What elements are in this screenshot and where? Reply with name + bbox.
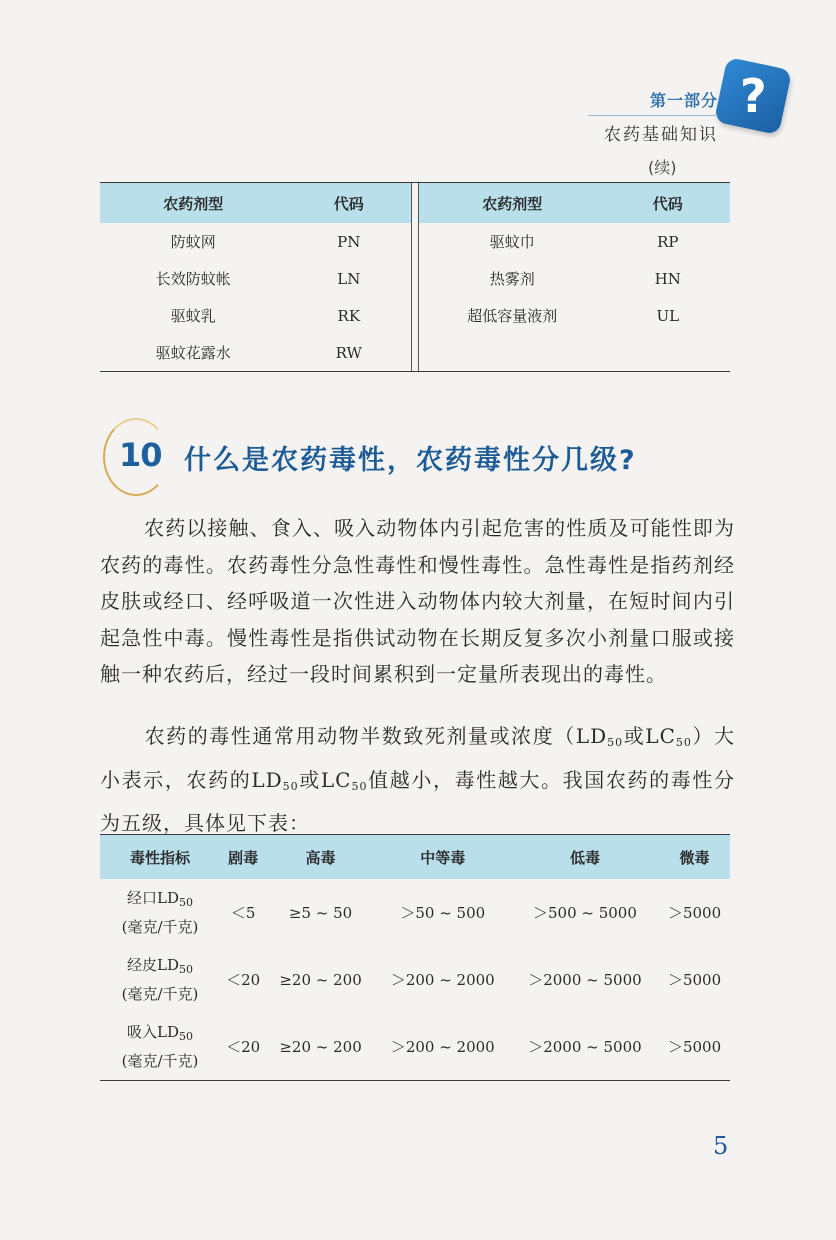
subscript: 50	[179, 963, 193, 976]
paragraph-definition	[100, 510, 735, 693]
formulation-name: 驱蚊巾	[489, 233, 535, 251]
value-cell: ＜20	[226, 1037, 261, 1056]
subscript: 50	[351, 779, 368, 793]
value-cell: ＞5000	[667, 1037, 722, 1056]
table-row	[100, 223, 411, 260]
text-run: ）大小表示，农药的LD	[100, 724, 736, 792]
formulation-name: 长效防蚊帐	[155, 270, 231, 288]
indicator-cell	[100, 946, 220, 1013]
table-row	[100, 1013, 730, 1081]
header-cell: 低毒	[511, 835, 659, 880]
page-number: 5	[713, 1132, 729, 1160]
indicator-cell	[100, 1013, 220, 1081]
value-cell: ＞5000	[667, 903, 722, 922]
chapter-subtitle: 农药基础知识	[604, 125, 718, 145]
subscript: 50	[282, 779, 299, 793]
formulation-name: 驱蚊花露水	[155, 344, 231, 362]
toxicity-table	[100, 834, 730, 1081]
table-header	[100, 183, 411, 223]
subscript: 50	[675, 736, 692, 749]
text-run: 或LC	[298, 767, 352, 792]
table-row	[100, 946, 730, 1013]
formulation-code: LN	[337, 269, 361, 288]
text-run: 或LC	[623, 724, 676, 748]
value-cell: ＞200 ~ 2000	[390, 970, 495, 989]
formulation-table	[100, 182, 730, 372]
table-row	[419, 297, 730, 334]
table-row	[100, 334, 411, 371]
continued-label: (续)	[648, 158, 677, 177]
value-cell: ＞2000 ~ 5000	[528, 1037, 642, 1056]
subscript: 50	[607, 736, 624, 749]
chapter-header	[588, 88, 718, 145]
unit-label: (毫克/千克)	[121, 985, 199, 1003]
section-title: 什么是农药毒性，农药毒性分几级?	[184, 445, 637, 476]
formulation-name: 驱蚊乳	[170, 307, 216, 325]
text-run: 农药的毒性通常用动物半数致死剂量或浓度（LD	[144, 724, 608, 748]
table-row	[100, 879, 730, 946]
table-row	[100, 297, 411, 334]
formulation-table-left	[100, 183, 411, 371]
value-cell: ＞500 ~ 5000	[532, 903, 637, 922]
value-cell: ＞2000 ~ 5000	[528, 970, 642, 989]
formulation-name: 热雾剂	[489, 270, 535, 288]
formulation-name: 防蚊网	[170, 233, 216, 251]
paragraph-text: 农药以接触、食入、吸入动物体内引起危害的性质及可能性即为农药的毒性。农药毒性分急性毒性和慢性毒性。急性毒性是指药剂经皮肤或经口、经呼吸道一次性进入动物体内较大剂量，在短时间内引起急性中毒。慢性毒性是指供试动物在长期反复多次小剂量口服或接触一种农药后，经过一段时间累积到一定量所表现出的毒性。	[100, 516, 735, 686]
header-cell: 农药剂型	[482, 194, 543, 213]
value-cell: ＜5	[230, 903, 256, 922]
table-double-divider	[411, 183, 419, 371]
text-run: 值越小，毒性越大。我国农药的毒性分为五级，具体见下表：	[100, 767, 735, 835]
header-cell: 高毒	[266, 835, 374, 880]
value-cell: ≥20 ~ 200	[279, 970, 362, 989]
formulation-code: RW	[335, 343, 362, 362]
value-cell: ＞5000	[667, 970, 722, 989]
value-cell: ≥5 ~ 50	[288, 903, 353, 922]
table-row	[419, 223, 730, 260]
header-cell: 农药剂型	[163, 194, 224, 213]
header-cell: 微毒	[659, 835, 730, 880]
section-number-badge	[103, 418, 169, 496]
header-cell: 中等毒	[375, 835, 511, 880]
formulation-code: UL	[656, 306, 680, 325]
value-cell: ≥20 ~ 200	[279, 1037, 362, 1056]
indicator-cell	[100, 879, 220, 946]
value-cell: ＜20	[226, 970, 261, 989]
indicator-label: 经皮LD	[127, 956, 179, 974]
unit-label: (毫克/千克)	[121, 1052, 199, 1070]
formulation-code: RK	[337, 306, 361, 325]
formulation-code: RP	[657, 232, 679, 251]
value-cell: ＞50 ~ 500	[400, 903, 486, 922]
header-cell: 代码	[333, 194, 364, 213]
header-cell: 代码	[652, 194, 683, 213]
part-label: 第一部分	[649, 91, 718, 110]
table-header	[100, 835, 730, 880]
subscript: 50	[179, 896, 193, 909]
indicator-label: 吸入LD	[127, 1023, 179, 1041]
header-cell: 毒性指标	[100, 835, 220, 880]
subscript: 50	[179, 1030, 193, 1043]
formulation-table-right	[419, 183, 730, 371]
unit-label: (毫克/千克)	[121, 918, 199, 936]
formulation-name: 超低容量液剂	[467, 307, 558, 325]
header-divider	[588, 115, 718, 116]
value-cell: ＞200 ~ 2000	[390, 1037, 495, 1056]
table-header	[419, 183, 730, 223]
formulation-code: PN	[337, 232, 361, 251]
formulation-code: HN	[654, 269, 681, 288]
header-cell: 剧毒	[220, 835, 266, 880]
table-row	[419, 260, 730, 297]
question-icon: ?	[714, 57, 792, 135]
indicator-label: 经口LD	[127, 889, 179, 907]
paragraph-classification	[100, 718, 735, 842]
section-number: 10	[119, 436, 162, 474]
table-row	[100, 260, 411, 297]
